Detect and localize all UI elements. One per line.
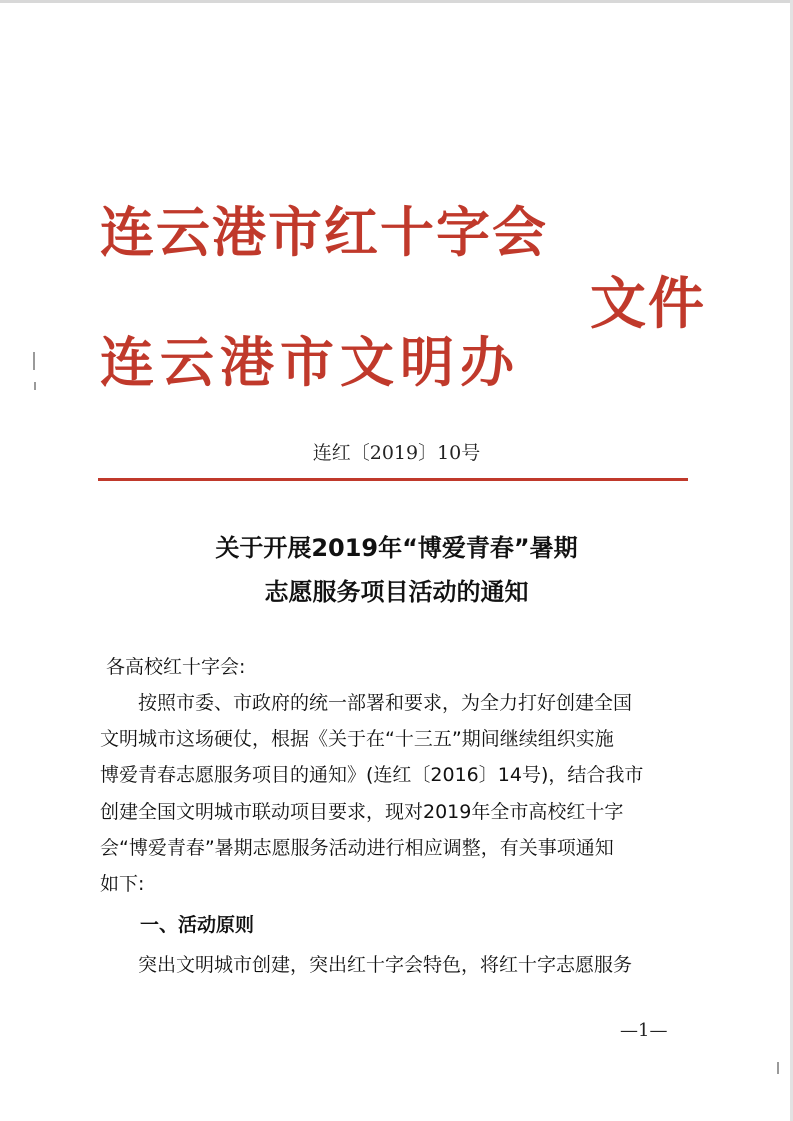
paragraph-line: 按照市委、市政府的统一部署和要求，为全力打好创建全国 (100, 692, 633, 714)
red-header (100, 180, 706, 410)
document-type-label: 文件 (590, 271, 706, 337)
paragraph-line: 突出文明城市创建，突出红十字会特色，将红十字志愿服务 (100, 954, 633, 976)
scan-speck (777, 1062, 779, 1074)
section-heading-principles: 一、活动原则 (140, 914, 255, 936)
scan-edge-top (0, 0, 793, 3)
scan-speck (34, 382, 36, 390)
red-divider-line (98, 478, 688, 481)
page-number: —1— (620, 1020, 668, 1041)
document-title-line-1: 关于开展2019年“博爱青春”暑期 (215, 534, 578, 562)
salutation: 各高校红十字会: (106, 656, 246, 678)
paragraph-line: 文明城市这场硬仗，根据《关于在“十三五”期间继续组织实施 (100, 728, 614, 750)
document-title-line-2: 志愿服务项目活动的通知 (264, 578, 529, 606)
scan-speck (33, 352, 35, 370)
paragraph-line: 如下: (100, 873, 145, 895)
org-name-red-cross: 连云港市红十字会 (100, 200, 548, 264)
document-number: 连红〔2019〕10号 (312, 442, 481, 464)
paragraph-line: 会“博爱青春”暑期志愿服务活动进行相应调整，有关事项通知 (100, 837, 614, 859)
org-name-civilization-office: 连云港市文明办 (100, 330, 520, 394)
paragraph-line: 创建全国文明城市联动项目要求，现对2019年全市高校红十字 (100, 801, 624, 823)
paragraph-line: 博爱青春志愿服务项目的通知》(连红〔2016〕14号)，结合我市 (100, 764, 644, 786)
